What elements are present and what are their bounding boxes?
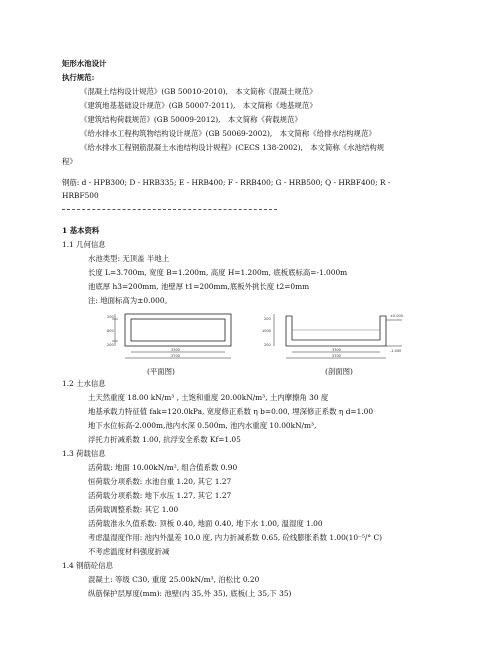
body-line: 浮托力折减系数 1.00, 抗浮安全系数 Kf=1.05 [88,435,241,444]
body-line: 恒荷载分项系数: 水池自重 1.20, 其它 1.27 [88,477,232,486]
body-line: 活荷载分项系数: 地下水压 1.27, 其它 1.27 [88,491,232,500]
section-view-drawing [262,308,412,366]
section-side-label: 200 [264,317,271,321]
section-heading: 1 基本资料 [62,226,100,235]
section-elevation-label: -1.000 [390,349,402,353]
body-line: 活荷载: 地面 10.00kN/m², 组合值系数 0.90 [88,463,238,472]
steel-line: HRBF500 [62,191,99,200]
section-dim-label: 3300 [332,348,341,352]
body-line: 混凝土: 等级 C30, 重度 25.00kN/m³, 泊松比 0.20 [88,575,260,584]
section-dim-label: 3700 [332,354,341,358]
section-side-label: 1000 [262,329,271,333]
body-line: 水池类型: 无顶盖 半地上 [88,254,170,263]
plan-dim-label: 3700 [171,354,180,358]
body-line: 地基承载力特征值 fak=120.0kPa, 宽度修正系数 η b=0.00, 埋深修正系数 η d=1.00 [88,407,374,416]
subsection-heading: 1.4 钢筋砼信息 [62,561,114,570]
plan-view-drawing [105,308,240,366]
code-line: 《建筑地基基础设计规范》(GB 50007-2011), 本文简称《地基规范》 [80,101,317,110]
body-line: 池底厚 h3=200mm, 池壁厚 t1=200mm,底板外挑长度 t2=0mm [88,282,310,291]
body-line: 长度 L=3.700m, 宽度 B=1.200m, 高度 H=1.200m, 底板底标高=-1.000m [88,268,348,277]
code-line: 《给水排水工程钢筋混凝土水池结构设计规程》(CECS 138-2002), 本文简称《水池结构规 [80,143,385,152]
plan-side-label: 800 [107,329,114,333]
code-line: 《给水排水工程构筑物结构设计规范》(GB 50069-2002), 本文简称《给排水结构规范》 [80,129,376,138]
body-line: 注: 地面标高为±0.000。 [88,296,172,305]
code-line: 《建筑结构荷载规范》(GB 50009-2012), 本文简称《荷载规范》 [80,115,302,124]
body-line: 地下水位标高-2.000m,池内水深 0.500m, 池内水重度 10.00kN/m³, [88,421,317,430]
steel-line: 钢筋: d - HPB300; D - HRB335; E - HRB400; F - RRB400; G - HRB500; Q - HRBF400; R - [62,178,391,187]
plan-side-label: 200 [107,315,114,319]
exec-heading: 执行规范: [62,73,95,82]
subsection-heading: 1.2 土水信息 [62,379,106,388]
subsection-heading: 1.1 几何信息 [62,240,106,249]
section-caption: (剖面图) [325,367,353,376]
separator-line [62,209,277,210]
section-elevation-label: ±0.000 [390,314,403,318]
section-side-label: 200 [264,343,271,347]
plan-caption: (平面图) [147,367,175,376]
body-line: 纵筋保护层厚度(mm): 池壁(内 35,外 35), 底板(上 35,下 35) [88,589,292,598]
code-line: 程》 [62,157,77,166]
body-line: 活荷载调整系数: 其它 1.00 [88,505,179,514]
body-line: 不考虑温度材料强度折减 [88,547,170,556]
subsection-heading: 1.3 荷载信息 [62,449,106,458]
body-line: 活荷载准永久值系数: 顶板 0.40, 地面 0.40, 地下水 1.00, 温湿度 1.00 [88,519,323,528]
body-line: 考虑温湿度作用: 池内外温差 10.0 度, 内力折减系数 0.65, 砼线膨胀系数 1.00(10⁻⁵/° C) [88,533,382,542]
doc-title: 矩形水池设计 [62,59,107,68]
plan-side-label: 200 [107,343,114,347]
code-line: 《混凝土结构设计规范》(GB 50010-2010), 本文简称《混凝土规范》 [80,87,317,96]
plan-dim-label: 3300 [171,348,180,352]
body-line: 土天然重度 18.00 kN/m³ , 土饱和重度 20.00kN/m³, 土内摩擦角 30 度 [88,393,329,402]
